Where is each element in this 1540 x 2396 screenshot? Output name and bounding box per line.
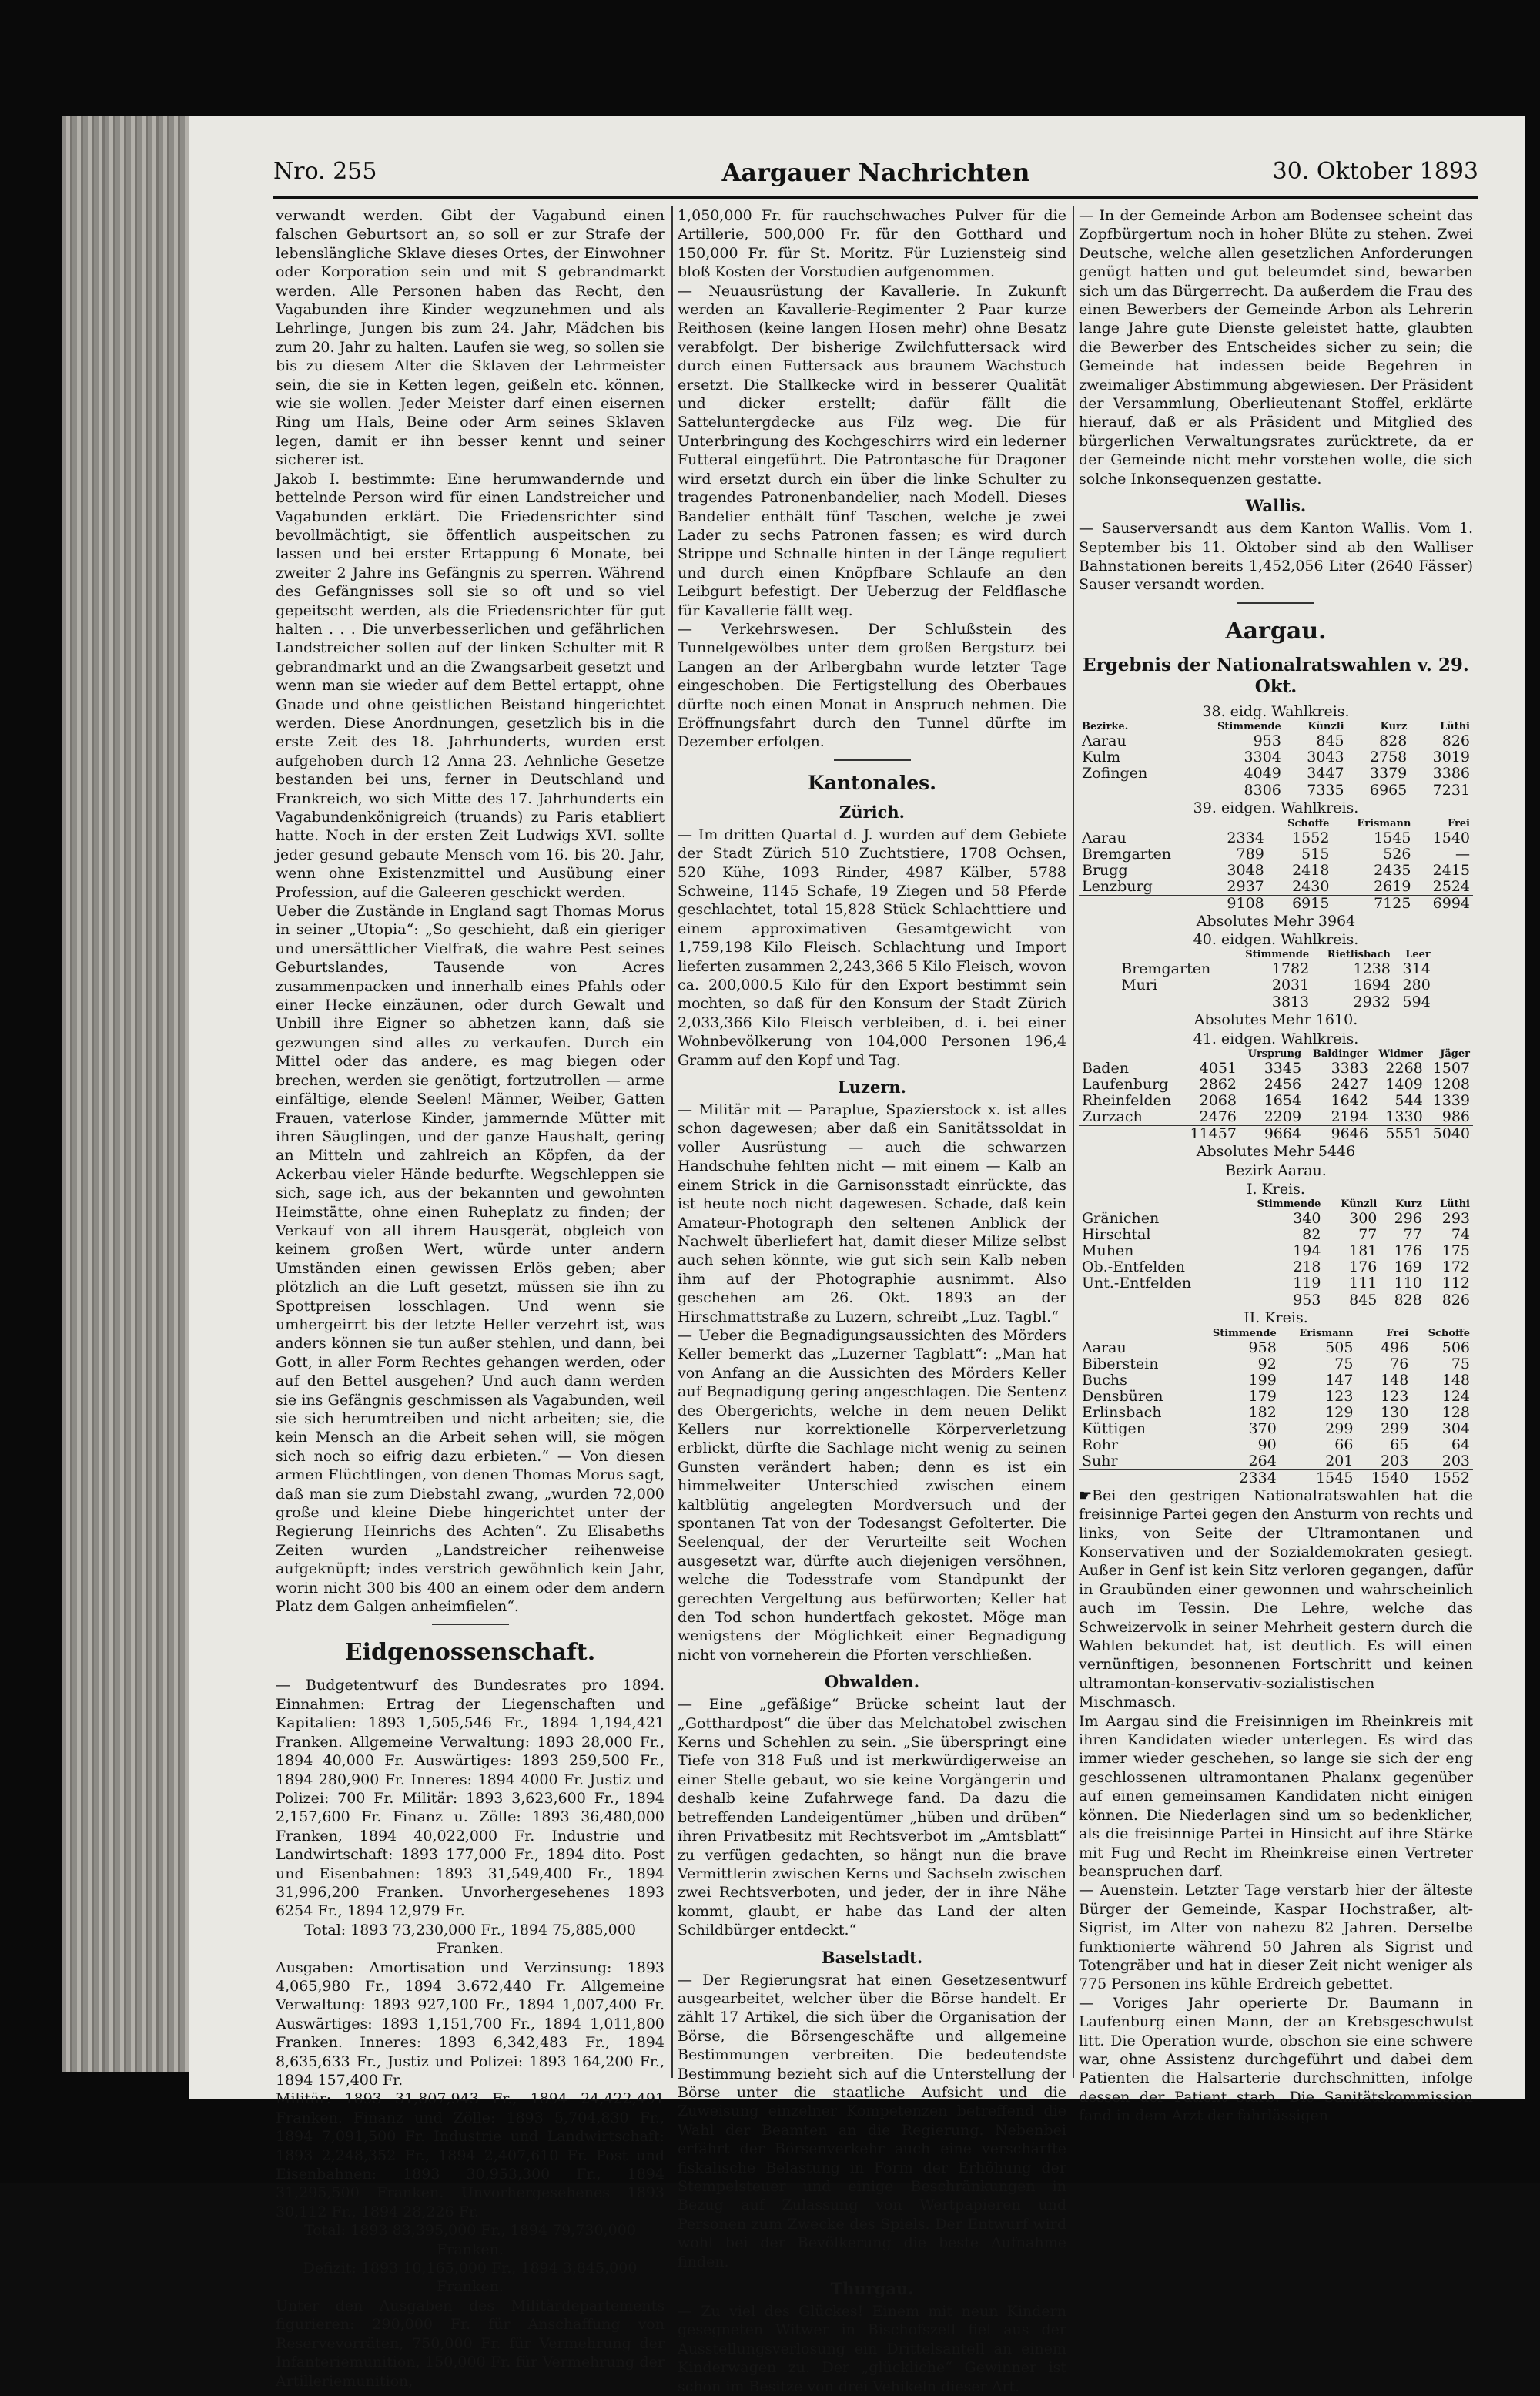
table-header-row: Bezirke. Stimmende Künzli Kurz Lüthi <box>1082 721 1470 733</box>
results-table-38 <box>1079 721 1473 799</box>
election-results-title: Ergebnis der Nationalratswahlen v. 29. Okt. <box>1083 654 1469 697</box>
table-header-row: Ursprung Baldinger Widmer Jäger <box>1247 1048 1470 1061</box>
table-row: Laufenburg 2862 2456 2427 1409 1208 <box>1082 1076 1470 1094</box>
section-rule <box>432 1624 509 1625</box>
table-caption: 39. eidgen. Wahlkreis. <box>1193 799 1359 817</box>
subheading-zuerich: Zürich. <box>839 802 905 822</box>
table-caption: I. Kreis. <box>1247 1180 1305 1198</box>
subheading-obwalden: Obwalden. <box>824 1672 920 1692</box>
header-rule <box>273 196 1478 199</box>
table-row: Zofingen 4049 3447 3379 3386 <box>1082 765 1470 782</box>
paragraph: 1,050,000 Fr. für rauchschwaches Pulver für die Artillerie, 500,000 Fr. für den Gotthard und 150,000 Fr. für St. Moritz. Für Luziensteig sind bloß Kosten der Vorstudien aufgenommen. <box>678 207 1066 281</box>
table-row: Ob.-Entfelden 218 176 169 172 <box>1082 1258 1470 1276</box>
paragraph: — Neuausrüstung der Kavallerie. In Zukunft werden an Kavallerie-Regimenter 2 Paar kurze Reithosen (keine langen Hosen mehr) ohne Besatz verabfolgt. Der bisherige Zwilchfuttersack wird durch einen Futtersack aus braunem Wachstuch ersetzt. Die Stallkecke wird in besserer Qualität und dicker erstellt; dafür fällt die Satteluntergdecke aus Filz weg. Die für Unterbringung des Kochgeschirrs wird ein lederner Futteral eingeführt. Die Patrontasche für Dragoner wird ersetzt durch ein über die linke Schulter zu tragendes Patronenbandelier, nach Modell. Dieses Bandelier enthält fünf Taschen, welche je zwei Lader zu sechs Patronen fassen; es wird durch Strippe und Schnalle hinten in der Länge reguliert und durch einen Knöpfbare Schlaufe an den Leibgurt befestigt. Der Ueberzug der Feldflasche für Kavallerie fällt weg. <box>678 282 1066 619</box>
paragraph: — Sauserversandt aus dem Kanton Wallis. Vom 1. September bis 11. Oktober sind ab den Walliser Bahnstationen bereits 1,452,056 Liter (2640 Fässer) Sauser versandt worden. <box>1079 520 1473 594</box>
table-header-row: Schoffe Erismann Frei <box>1287 817 1470 829</box>
table-row: Erlinsbach 182 129 130 128 <box>1082 1403 1470 1421</box>
table-total-row: 953 845 828 826 <box>1079 1292 1473 1309</box>
column-2 <box>678 206 1066 2395</box>
paragraph: Jakob I. bestimmte: Eine herumwandernde und bettelnde Person wird für einen Landstreicher und Vagabunden erklärt. Die Friedensrichter sind bevollmächtigt, sie öffentlich auspeitschen zu lassen und bei erster Ertappung 6 Monate, bei zweiter 2 Jahre ins Gefängnis zu sperren. Während des Gefängnisses soll sie so oft und so viel gepeitscht werden, als die Friedensrichter für gut halten . . . Die unverbesserlichen und gefährlichen Landstreicher sollen auf der linken Schulter mit R gebrandmarkt und an die Zwangsarbeit gesetzt und wenn man sie wieder auf dem Bettel ertappt, ohne Gnade und ohne geistlichen Beistand hingerichtet werden. Diese Anordnungen, gesetzlich bis in die erste Zeit des 18. Jahrhunderts, wurden erst aufgehoben durch 12 Anna 23. Aehnliche Gesetze bestanden bei uns, ferner in Deutschland und Frankreich, wo sich Mitte des 17. Jahrhunderts ein Vagabundenkönigreich (truands) zu Paris etabliert hatte. Noch in der ersten Zeit Ludwigs XVI. sollte jeder gesund gebaute Mensch vom 16. bis 20. Jahr, wenn ohne Existenzmittel und Ausübung einer Profession, auf die Galeeren geschickt werden. <box>276 470 665 901</box>
table-header-row: Stimmende Erismann Frei Schoffe <box>1212 1327 1470 1339</box>
paragraph: — Im dritten Quartal d. J. wurden auf dem Gebiete der Stadt Zürich 510 Zuchtstiere, 1708 Ochsen, 520 Kühe, 1093 Rinder, 4987 Kälber, 5788 Schweine, 1145 Schafe, 19 Ziegen und 58 Pferde geschlachtet, total 15,828 Stück Schlachttiere und einem approximativen Gesamtgewicht von 1,759,198 Kilo Fleisch. Schlachtung und Import lieferten zusammen 2,243,366 5 Kilo Fleisch, wovon ca. 200,000.5 Kilo für den Export bestimmt sein mochten, so daß für den Konsum der Stadt Zürich 2,033,366 Kilo Fleisch verbleiben, d. i. bei einer Wohnbevölkerung von 104,000 Personen 196,4 Gramm auf den Kopf und Tag. <box>678 826 1066 1069</box>
table-caption: 41. eidgen. Wahlkreis. <box>1193 1030 1359 1047</box>
subheading-wallis: Wallis. <box>1245 496 1307 516</box>
paragraph: — Zu viel des Glückes! Einem mit neun Kindern gesegneten Witwer in Bischofszell fiel aus der Ausstellungsverlosung ein Drittelsantell an einem Kinderwagen zu. Der „glückliche“ Gewinner ist schon im Besitze von drei Vehikeln dieser Art. <box>678 2303 1066 2395</box>
column-1 <box>276 206 665 2390</box>
table-row: Suhr 264 201 203 203 <box>1082 1452 1470 1469</box>
results-table-39 <box>1079 818 1473 912</box>
table-row: Hirschtal 82 77 77 74 <box>1082 1226 1470 1244</box>
subheading-baselstadt: Baselstadt. <box>821 1947 923 1967</box>
section-rule <box>1237 602 1314 604</box>
absolute-majority: Absolutes Mehr 5446 <box>1196 1143 1356 1161</box>
paragraph: — Ueber die Begnadigungsaussichten des Mörders Keller bemerkt das „Luzerner Tagblatt“: „Man hat von Anfang an die Aussichten des Mörders Keller auf Begnadigung gering angeschlagen. Die Sentenz des Obergerichts, welche in dem neuen Delikt Kellers nur korrektionelle Körperverletzung erblickt, dürfte die Sachlage nicht wenig zu seinen Gunsten verändert haben; denn es ist ein himmelweiter Unterschied zwischen einem kaltblütig angelegten Mordversuch und der spontanen Tat von der Todesangst Gefolterter. Die Seelenqual, der der Verurteilte seit Wochen ausgesetzt war, dürfte auch diejenigen versöhnen, welche die Todesstrafe vom Standpunkt der gerechten Vergeltung aus befürworten; Keller hat den Tod schon hundertfach gekostet. Möge man wenigstens der Möglichkeit einer Begnadigung nicht von vorneherein die Pforten verschließen. <box>678 1326 1066 1664</box>
pointing-hand-icon: ☛ <box>1079 1486 1093 1504</box>
paragraph: Total: 1893 73,230,000 Fr., 1894 75,885,000 Franken. <box>304 1921 636 1958</box>
section-heading-eidgenossenschaft: Eidgenossenschaft. <box>344 1639 596 1667</box>
issue-date: 30. Oktober 1893 <box>1272 158 1478 185</box>
table-row: Rheinfelden 2068 1654 1642 544 1339 <box>1082 1092 1470 1110</box>
paragraph: — Militär mit — Paraplue, Spazierstock x. ist alles schon dagewesen; aber daß ein Sanitätssoldat in voller Ausrüstung — auch die schwarzen Handschuhe fehlten nicht — mit einem — Kalb an einem Strick in die Garnisonsstadt einrückte, das ist heute noch nicht dagewesen. Schade, daß kein Amateur-Photograph den seltenen Anblick der Nachwelt überliefert hat, damit dieser Milize selbst auch sehen könnte, wie gut sich sein Kalb neben ihm auf der Photographie ausnimmt. Also geschehen am 26. Okt. 1893 an der Hirschmattstraße zu Luzern, schreibt „Luz. Tagbl.“ <box>678 1101 1066 1325</box>
table-total-row: 2334 1545 1540 1552 <box>1079 1469 1473 1486</box>
paragraph: Im Aargau sind die Freisinnigen im Rheinkreis mit ihren Kandidaten wieder unterlegen. Es wird das immer wieder geschehen, so lange sie sich der eng geschlossenen ultramontanen Phalanx gegenüber auf einen gemeinsamen Kandidaten nicht einigen können. Die Niederlagen sind um so bedenklicher, als die freisinnige Partei in Hinsicht auf ihre Stärke mit Fug und Recht im Rheinkreise einen Vertreter beanspruchen darf. <box>1079 1712 1473 1880</box>
table-row: Aarau 953 845 828 826 <box>1082 732 1470 750</box>
table-caption: II. Kreis. <box>1244 1309 1308 1327</box>
paragraph: Unter den Ausgaben des Militärdepartements figurieren: 290,000 Fr. für Anschaffung von Reservevorräten, 750,000 Fr. für Vermehrung der Infanteriemunition, 150,000 Fr. für Vermehrung der Artilleriemunition, <box>276 2297 665 2390</box>
table-total-row: 9108 6915 7125 6994 <box>1079 895 1473 912</box>
section-heading-aargau: Aargau. <box>1225 617 1327 645</box>
table-row: Gränichen 340 300 296 293 <box>1082 1210 1470 1228</box>
results-table-kreis-1 <box>1079 1198 1473 1309</box>
table-header-row: Stimmende Künzli Kurz Lüthi <box>1257 1198 1470 1211</box>
table-row: Biberstein 92 75 76 75 <box>1082 1355 1470 1372</box>
column-divider <box>671 206 673 2078</box>
issue-number: Nro. 255 <box>273 158 377 185</box>
table-row: Bremgarten 1782 1238 314 <box>1121 960 1431 978</box>
section-heading-kantonales: Kantonales. <box>808 771 936 794</box>
absolute-majority: Absolutes Mehr 3964 <box>1196 912 1356 930</box>
results-table-kreis-2 <box>1079 1328 1473 1486</box>
table-row: Muri 2031 1694 280 <box>1121 977 1431 994</box>
table-total-row: 11457 9664 9646 5551 5040 <box>1079 1126 1473 1143</box>
paragraph: — Der Regierungsrat hat einen Gesetzesentwurf ausgearbeitet, welcher über die Börse handelt. Er zählt 17 Artikel, die sich über die Organisation der Börse, die Börsengeschäfte und allgemeine Bestimmungen verbreiten. Die bedeutendste Bestimmung bezieht sich auf die Unterstellung der Börse unter die staatliche Aufsicht und die Zuweisung einzelner Kompetenzen betreffend die Wahl der Beamten an die Regierung. Nebenbei erfährt der Börsenverkehr auch eine verschärfte fiskalische Belastung in Form der Erhöhung der Stempelsteuer und einige Beschränkungen in Bezug auf Zulassung von Wertpapieren und Personen zum Zwecke des Spiels. Der Entwurf wird wohl bei der Bevölkerung die beste Aufnahme finden. <box>678 1971 1066 2270</box>
newspaper-title: Aargauer Nachrichten <box>721 158 1030 187</box>
table-caption: Bezirk Aarau. <box>1225 1161 1327 1179</box>
paragraph: Total: 1893 83,395,000 Fr., 1894 79,730,000 Franken. <box>304 2222 636 2258</box>
paragraph: verwandt werden. Gibt der Vagabund einen falschen Geburtsort an, so soll er zur Strafe der lebenslängliche Sklave dieses Ortes, der Einwohner oder Korporation sein und mit S gebrandmarkt werden. Alle Personen haben das Recht, den Vagabunden ihre Kinder wegzunehmen und als Lehrlinge, Jungen bis zum 24. Jahr, Mädchen bis zum 20. Jahr zu halten. Laufen sie weg, so sollen sie bis zu diesem Alter die Sklaven der Lehrmeister sein, die sie in Ketten legen, geißeln etc. können, wie sie wollen. Jeder Meister darf einen eisernen Ring um Hals, Beine oder Arm seines Sklaven legen, damit er ihn besser kennt und seiner sicherer ist. <box>276 207 665 469</box>
paragraph: — Verkehrswesen. Der Schlußstein des Tunnelgewölbes unter dem großen Bergsturz bei Langen an der Arlbergbahn wurde letzter Tage eingeschoben. Die Fertigstellung des Oberbaues dürfte noch einen Monat in Anspruch nehmen. Die Eröffnungsfahrt durch den Tunnel dürfte im Dezember erfolgen. <box>678 620 1066 751</box>
paragraph: Defizit: 1893 10,165,000 Fr., 1894 3,845,000 Franken. <box>303 2260 638 2296</box>
paragraph: ☛Bei den gestrigen Nationalratswahlen hat die freisinnige Partei gegen den Ansturm von rechts und links, von Seite der Ultramontanen und Konservativen und der Sozialdemokraten gesiegt. Außer in Genf ist kein Sitz verloren gegangen, dafür in Graubünden einer gewonnen und wahrscheinlich auch im Tessin. Die Lehre, welche das Schweizervolk in seiner Mehrheit gestern durch die Wahlen bekundet hat, ist deutlich. Es will einen vernünftigen, besonnenen Fortschritt und keinen ultramontan-konservativ-sozialistischen Mischmasch. <box>1079 1486 1473 1711</box>
subheading-thurgau: Thurgau. <box>830 2279 914 2299</box>
table-caption: 40. eidgen. Wahlkreis. <box>1193 930 1359 948</box>
column-divider <box>1073 206 1074 2078</box>
table-header-row: Stimmende Rietlisbach Leer <box>1245 949 1431 961</box>
table-row: Muhen 194 181 176 175 <box>1082 1242 1470 1260</box>
paragraph: — Budgetentwurf des Bundesrates pro 1894. Einnahmen: Ertrag der Liegenschaften und Kapitalien: 1893 1,505,546 Fr., 1894 1,194,421 Franken. Allgemeine Verwaltung: 1893 28,000 Fr., 1894 40,000 Fr. Auswärtiges: 1893 259,500 Fr., 1894 280,900 Fr. Inneres: 1894 4000 Fr. Justiz und Polizei: 700 Fr. Militär: 1893 3,623,600 Fr., 1894 2,157,600 Fr. Finanz u. Zölle: 1893 36,480,000 Franken, 1894 40,022,000 Fr. Industrie und Landwirtschaft: 1893 177,000 Fr., 1894 dito. Post und Eisenbahnen: 1893 31,549,400 Fr., 1894 31,996,200 Franken. Unvorhergesehenes 1893 6254 Fr., 1894 12,979 Fr. <box>276 1677 665 1920</box>
absolute-majority: Absolutes Mehr 1610. <box>1194 1011 1358 1029</box>
page-edge-stack <box>62 116 192 2072</box>
page-header <box>273 158 1478 196</box>
table-row: Unt.-Entfelden 119 111 110 112 <box>1082 1275 1470 1292</box>
results-table-40 <box>1118 949 1434 1010</box>
table-row: Kulm 3304 3043 2758 3019 <box>1082 749 1470 766</box>
paragraph: Ausgaben: Amortisation und Verzinsung: 1893 4,065,980 Fr., 1894 3.672,440 Fr. Allgemeine Verwaltung: 1893 927,100 Fr., 1894 1,007,400 Fr. Auswärtiges: 1893 1,151,700 Fr., 1894 1,011,800 Franken. Inneres: 1893 6,342,483 Fr., 1894 8,635,633 Fr., Justiz und Polizei: 1893 164,200 Fr., 1894 157,400 Fr. <box>276 1959 665 2089</box>
paragraph: — In der Gemeinde Arbon am Bodensee scheint das Zopfbürgertum noch in hoher Blüte zu stehen. Zwei Deutsche, welche allen gesetzlichen Anforderungen genügt hatten und gut beleumdet sind, bewarben sich um das Bürgerrecht. Da außerdem die Frau des einen Bewerbers der Gemeinde Arbon als Lehrerin lange Jahre gute Dienste geleistet hatte, glaubten die Bewerber des Entscheides sicher zu sein; die Gemeinde hat indessen beide Begehren in zweimaliger Abstimmung abgewiesen. Der Präsident der Versammlung, Oberlieutenant Stoffel, erklärte hierauf, daß er als Präsident und Mitglied des bürgerlichen Verwaltungsrates zurücktrete, da er der Gemeinde nicht mehr vorstehen wolle, die sich solche Inkonsequenzen gestatte. <box>1079 207 1473 488</box>
paragraph: — Eine „gefäßige“ Brücke scheint laut der „Gotthardpost“ die über das Melchatobel zwischen Kerns und Schehlen zu sein. „Sie überspringt eine Tiefe von 318 Fuß und ist merkwürdigerweise an einer Stelle gebaut, wo sie keine Vorgängerin und deshalb keine Zufahrwege fand. Da dazu die betreffenden Landeigentümer „hüben und drüben“ ihren Privatbesitz mit Rechtsverbot im „Amtsblatt“ zu verfügen gedachten, so hängt nun die brave Vermittlerin zwischen Kerns und Sachseln zwischen zwei Rechtsverboten, und jeder, der in ihre Nähe kommt, glaubt, er habe das Land der alten Schildbürger entdeckt.“ <box>678 1696 1066 1939</box>
table-row: Brugg 3048 2418 2435 2415 <box>1082 861 1470 879</box>
table-row: Aarau 2334 1552 1545 1540 <box>1082 829 1470 846</box>
table-row: Aarau 958 505 496 506 <box>1082 1339 1470 1356</box>
paragraph: — Voriges Jahr operierte Dr. Baumann in Laufenburg einen Mann, der an Krebsgeschwulst litt. Die Operation wurde, obschon sie eine schwere war, ohne Assistenz durchgeführt und dabei dem Patienten die Halsarterie durchschnitten, infolge dessen der Patient starb. Die Sanitätskommission fand in dem Arzt der fahrlässigen <box>1079 1994 1473 2125</box>
column-3 <box>1079 206 1473 2125</box>
table-row: Lenzburg 2937 2430 2619 2524 <box>1082 877 1470 895</box>
table-row: Rohr 90 66 65 64 <box>1082 1436 1470 1453</box>
table-caption: 38. eidg. Wahlkreis. <box>1202 702 1350 720</box>
table-row: Bremgarten 789 515 526 — <box>1082 845 1470 863</box>
paragraph: — Auenstein. Letzter Tage verstarb hier der älteste Bürger der Gemeinde, Kaspar Hochstraßer, alt-Sigrist, im Alter von nahezu 82 Jahren. Derselbe funktionierte während 50 Jahren als Sigrist und Totengräber und hat in dieser Zeit nicht weniger als 775 Personen ins kühle Erdreich gebettet. <box>1079 1882 1473 1993</box>
section-rule <box>834 759 911 761</box>
subheading-luzern: Luzern. <box>838 1077 906 1097</box>
table-total-row: 3813 2932 594 <box>1118 994 1434 1011</box>
paragraph: Ueber die Zustände in England sagt Thomas Morus in seiner „Utopia“: „So geschieht, daß ein gieriger und unersättlicher Vielfraß, die wahre Pest seines Geburtslandes, Tausende von Acres zusammenpacken und innerhalb eines Pfahls oder einer Hecke einzäunen, oder durch Gewalt und Unbill ihre Eigner so abhetzen kann, daß sie gezwungen sind alles zu verkaufen. Durch ein Mittel oder das andere, es mag biegen oder brechen, werden sie genötigt, fortzutrollen — arme einfältige, elende Seelen! Männer, Weiber, Gatten Frauen, vaterlose Kinder, jammernde Mütter mit ihren Säuglingen, und der ganze Haushalt, gering an Mitteln und zahlreich an Köpfen, da der Ackerbau vieler Hände bedurfte. Wegschleppen sie sich, sage ich, aus der bekannten und gewohnten Heimstätte, ohne einen Ruheplatz zu finden; der Verkauf von all ihrem Hausgerät, obgleich von keinem großen Wert, würde unter andern Umständen einen gewissen Erlös geben; aber plötzlich an die Luft gesetzt, müssen sie ihn zu Spottpreisen losschlagen. Und wenn sie umhergeirrt bis der letzte Heller verzehrt ist, was anders können sie tun außer stehlen, und dann, bei Gott, in aller Form Rechtes gehangen werden, oder auf den Bettel ausgehen? Und auch dann werden sie ins Gefängnis geschmissen als Vagabunden, weil sie sich herumtreiben und nicht arbeiten; sie, die kein Mensch an die Arbeit sehen will, sie mögen sich noch so eifrig dazu erbieten.“ — Von diesen armen Flüchtlingen, von denen Thomas Morus sagt, daß man sie zum Diebstahl zwang, „wurden 72,000 große und kleine Diebe hingerichtet unter der Regierung Heinrichs des Achten“. Zu Elisabeths Zeiten wurden „Landstreicher reihenweise aufgeknüpft; indes verstrich gewöhnlich kein Jahr, worin nicht 300 bis 400 an einem oder dem andern Platz dem Galgen anheimfielen“. <box>276 903 665 1616</box>
table-row: Baden 4051 3345 3383 2268 1507 <box>1082 1060 1470 1077</box>
table-row: Densbüren 179 123 123 124 <box>1082 1387 1470 1405</box>
table-row: Buchs 199 147 148 148 <box>1082 1371 1470 1389</box>
table-row: Küttigen 370 299 299 304 <box>1082 1419 1470 1437</box>
table-total-row: 8306 7335 6965 7231 <box>1079 782 1473 799</box>
table-row: Zurzach 2476 2209 2194 1330 986 <box>1082 1108 1470 1126</box>
results-table-41 <box>1079 1048 1473 1142</box>
paragraph: Militär: 1893 31,807,943 Fr., 1894 24,422,491 Franken. Finanz und Zölle: 1893 5,704,830 Fr., 1894 7,091,500 Fr. Industrie und Landwirtschaft: 1893 2,248,352 Fr., 1894 2,407,610 Fr. Post und Eisenbahnen: 1893 30,953,300 Fr., 1894 31,295,500 Franken. Unvorhergesehenes 1893 30,112 Fr., 1894 28,226 Fr. <box>276 2090 665 2220</box>
